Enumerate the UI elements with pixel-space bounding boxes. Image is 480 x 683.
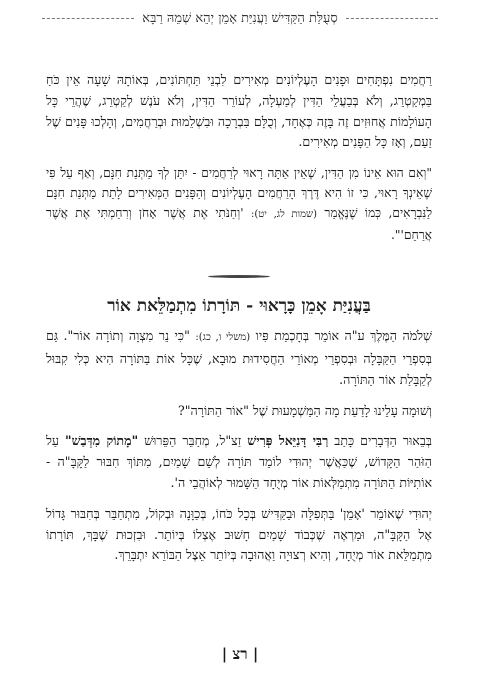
quote-source: (שמות לג, יט): xyxy=(250,209,317,221)
p3-start: בְּבֵאוּר הַדְּבָרִים כָּתַב xyxy=(334,433,432,449)
section2-paragraph-3 xyxy=(46,431,432,493)
section1-paragraph: רַחֲמִים נִפְתָּחִים וּפָנִים הָעֶלְיוֹנִים מְאִירִים לִבְנֵי תַּחְתּוֹנִים, בְּאוֹתָהּ שָׁעָה אֵין כֹּחַ בַּמְקַטְרֵג, וְלֹא בְּבַעֲלֵי הַדִּין לְמַעְלָה, לְעוֹרֵר הַדִּין, וְלֹא עֹנֶשׁ לְקַטְרֵג, שֶׁהֲרֵי כָּל הָעוֹלָמוֹת אֲחוּזִים זֶה בָּזֶה כְּאֶחָד, וְכֻלָּם בִּבְרָכָה וּבִשְׁלֵמוּת וּבְרַחֲמִים, וְהָלְכוּ פָּנִים שֶׁל זַעַם, וְאָז כָּל הַפָּנִים מְאִירִים. xyxy=(46,72,432,150)
section2-paragraph-1 xyxy=(46,326,432,390)
p3-rest: עַל הַזֹּהַר הַקָּדוֹשׁ, שֶׁכַּאֲשֶׁר יְהוּדִי לוֹמֵד תּוֹרָה לְשֵׁם שָׁמַיִם, מִתּוֹךְ חִבּוּר לַקָּבָּ"ה - אוֹתִיּוֹת הַתּוֹרָה מִתְמַלְּאוֹת אוֹר מְיֻחָד הַשָּׁמוּר לְאוֹהֲבֵי ה'. xyxy=(46,433,432,490)
p3-author: רַבִּי דָּנִיֵּאל פְּרִישׁ xyxy=(247,433,329,449)
p1-source: (משלי ו, כג): xyxy=(195,332,251,344)
header-dash-right xyxy=(346,18,438,19)
section2-paragraph-4: יְהוּדִי שֶׁאוֹמֵר 'אָמֵן' בַּתְּפִלָּה וּבַקַּדִּישׁ בְּכָל כֹּחוֹ, בְּכַוָּנָה וּבְקוֹל, מִתְחַבֵּר בְּחִבּוּר גָּדוֹל אֶל הַקָּבָּ"ה, וּמַרְאֶה שֶׁכְּבוֹד שָׁמַיִם חָשׁוּב אֶצְלוֹ בְּיוֹתֵר. וּבִזְכוּת שֶׁבָּךְ, תּוֹרָתוֹ מִתְמַלֵּאת אוֹר מְיֻחָד, וְהִיא רְצוּיָה וַאֲהוּבָה בְּיוֹתֵר אֵצֶל הַבּוֹרֵא יִתְבָּרֵךְ. xyxy=(46,505,432,563)
running-header xyxy=(42,10,438,26)
p1-rest: "כִּי נֵר מִצְוָה וְתוֹרָה אוֹר". גַּם בְּסִפְרֵי הַקַּבָּלָה וּבְסִפְרֵי מְאוֹרֵי הַחֲסִידוּת מוּבָא, שֶׁכָּל אוֹת בַּתּוֹרָה הִיא כְּלִי קִבּוּל לְקַבָּלַת אוֹר הַתּוֹרָה. xyxy=(46,328,432,387)
quote-text: "וְאִם הוּא אֵינוֹ מִן הַדִּין, שֶׁאֵין אַתָּה רָאוּי לְרַחֲמִים - יִתֵּן לְךָ מַתְּנַת חִנָּם, וְאַף עַל פִּי שֶׁאֵינְךָ רָאוּי, כִּי זוֹ הִיא דֶּרֶךְ הָרַחֲמִים הָעֶלְיוֹנִים וְהַפָּנִים הַמְּאִירִים לָתֵת מַתְּנַת חִנָּם לַנִּבְרָאִים, כְּמוֹ שֶׁנֶּאֱמַר xyxy=(46,166,433,221)
section2-paragraph-2: וְשׁוּמָה עָלֵינוּ לָדַעַת מָה הַמַּשְׁמָעוּת שֶׁל "אוֹר הַתּוֹרָה"? xyxy=(177,402,432,418)
running-title: סְעֻלַּת הַקַּדִּישׁ וַעֲנִיַּת אָמֵן יְהֵא שְׁמֵהּ רַבָּא xyxy=(142,11,338,26)
section-heading: בַּעֲנִיַּת אָמֵן כָּרָאוּי - תּוֹרָתוֹ מִתְמַלֵּאת אוֹר xyxy=(107,296,371,317)
header-dash-left xyxy=(42,18,134,19)
quote-end: 'וְחַנֹּתִי אֶת אֲשֶׁר אָחֹן וְרִחַמְתִּי אֶת אֲשֶׁר אֲרַחֵם'". xyxy=(46,206,432,243)
section1-quote xyxy=(46,163,432,245)
section-divider xyxy=(46,275,432,278)
page-body xyxy=(46,70,432,566)
p3-book: "מָתוֹק מִדְּבַשׁ" xyxy=(65,433,139,449)
p1-start: שְׁלֹמֹה הַמֶּלֶךְ ע"ה אוֹמֵר בְּחָכְמַת פִּיו xyxy=(255,328,432,344)
page-number: | רצ | xyxy=(221,645,259,663)
p3-mid: זַצ"ל, מְחַבֵּר הַפֵּרוּשׁ xyxy=(144,433,242,449)
